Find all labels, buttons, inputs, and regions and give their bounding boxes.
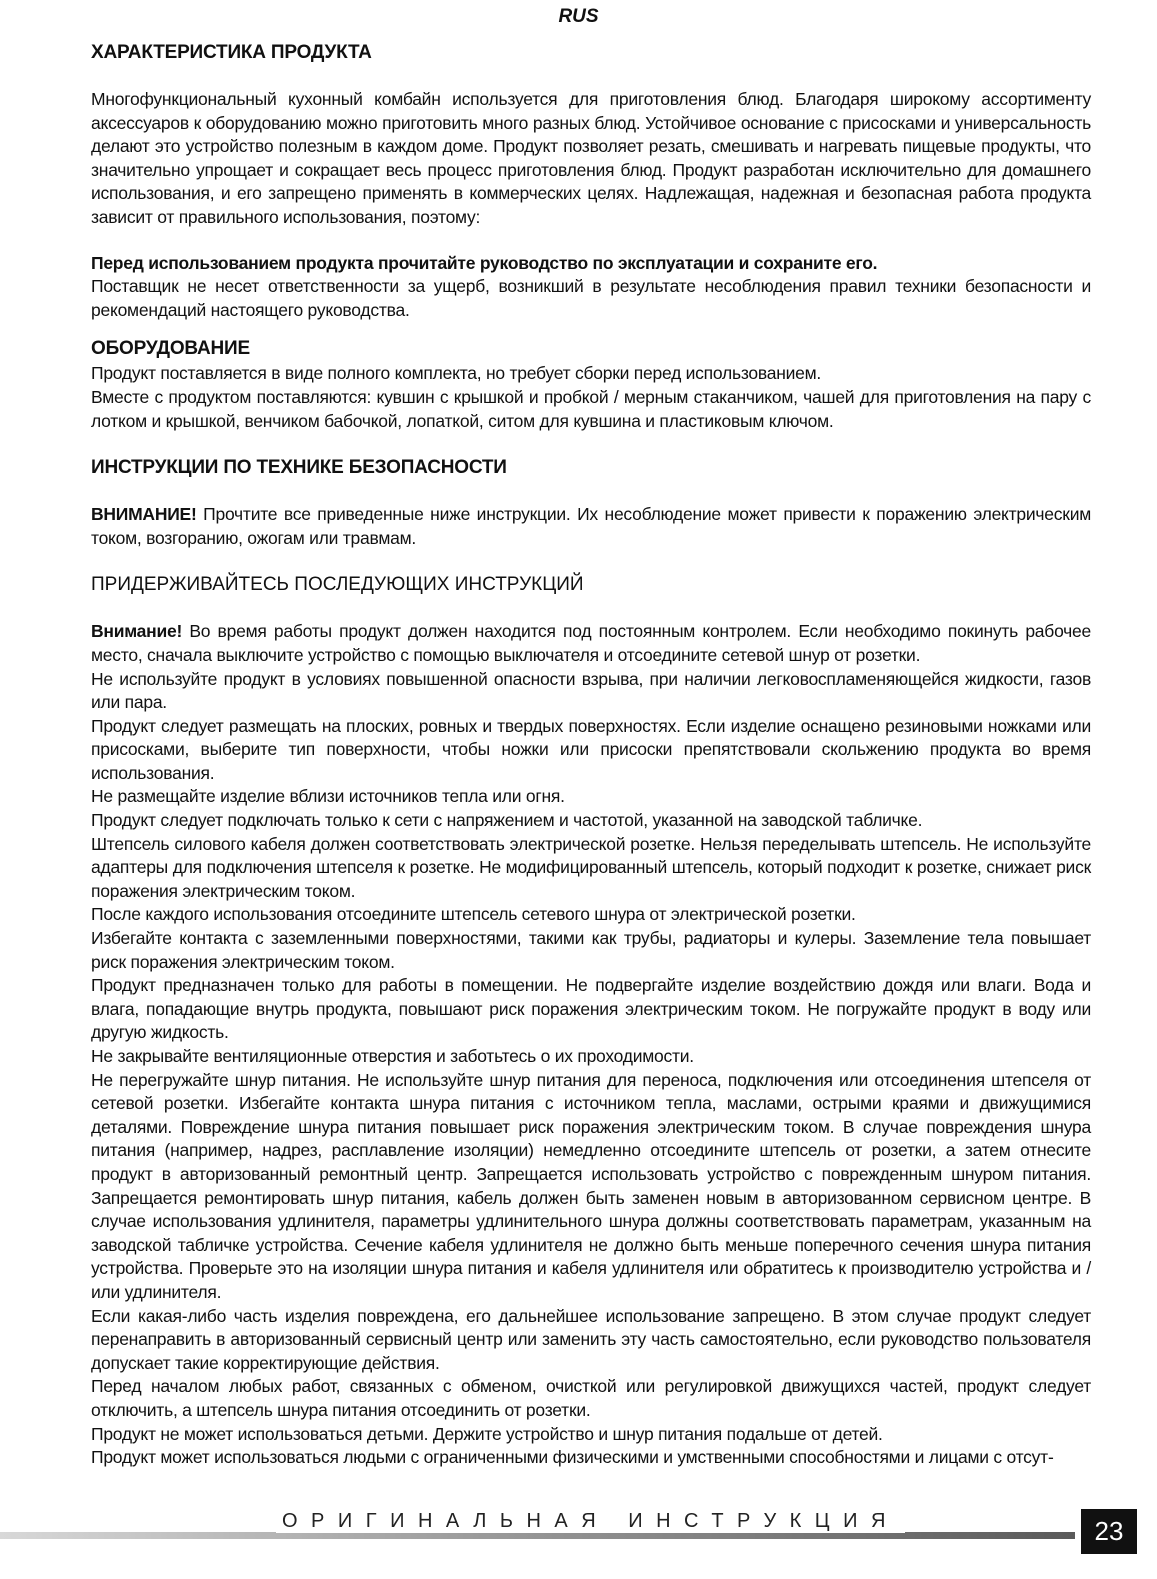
characteristics-paragraph: Многофункциональный кухонный комбайн используется для приготовления блюд. Благодаря широкому ассортименту аксессуаров к оборудованию можно приготовить много разных блюд. Устойчивое основание с присосками и универсальность делают это устройство полезным в каждом доме. Продукт позволяет резать, смешивать и нагревать пищевые продукты, что значительно упрощает и сокращает весь процесс приготовления блюд. Продукт разработан исключительно для домашнего использования, и его запрещено применять в коммерческих целях. Надлежащая, надежная и безопасная работа продукта зависит от правильного использования, поэтому: (91, 89, 1091, 227)
footer-gradient-bar (0, 1532, 1075, 1539)
section-title-characteristics: ХАРАКТЕРИСТИКА ПРОДУКТА (91, 42, 372, 63)
safety-item: Штепсель силового кабеля должен соответствовать электрической розетке. Нельзя переделывать штепсель. Не используйте адаптеры для подключения штепселя к розетке. Не модифицированный штепсель, который подходит к розетке, снижает риск поражения электрическим током. (91, 833, 1091, 901)
section-title-safety: ИНСТРУКЦИИ ПО ТЕХНИКЕ БЕЗОПАСНОСТИ (91, 457, 507, 479)
attention-text: Во время работы продукт должен находится под постоянным контролем. Если необходимо покинуть рабочее место, сначала выключите устройство с помощью выключателя и отсоедините сетевой шнур от розетки. (91, 621, 1091, 665)
safety-item: После каждого использования отсоедините штепсель сетевого шнура от электрической розетки. (91, 904, 856, 925)
safety-item: Не используйте продукт в условиях повышенной опасности взрыва, при наличии легковоспламеняющейся жидкости, газов или пара. (91, 668, 1091, 713)
warning-paragraph (91, 503, 1091, 550)
safety-item: Продукт не может использоваться детьми. Держите устройство и шнур питания подальше от детей. (91, 1423, 883, 1444)
equipment-paragraph-2: Вместе с продуктом поставляются: кувшин с крышкой и пробкой / мерным стаканчиком, чашей для приготовления на пару с лотком и крышкой, венчиком бабочкой, лопаткой, ситом для кувшина и пластиковым ключом. (91, 386, 1091, 431)
safety-item: Перед началом любых работ, связанных с обменом, очисткой или регулировкой движущихся частей, продукт следует отключить, а штепсель шнура питания отсоединить от розетки. (91, 1376, 1091, 1420)
safety-item: Продукт следует размещать на плоских, ровных и твердых поверхностях. Если изделие оснащено резиновыми ножками или присосками, выберите тип поверхности, чтобы ножки или присоски препятствовали скольжению продукта во время использования. (91, 715, 1091, 783)
page-number: 23 (1081, 1509, 1137, 1554)
safety-item: Не размещайте изделие вблизи источников тепла или огня. (91, 786, 565, 807)
safety-item: Продукт следует подключать только к сети с напряжением и частотой, указанной на заводской табличке. (91, 810, 923, 831)
equipment-paragraph-1: Продукт поставляется в виде полного комплекта, но требует сборки перед использованием. (91, 363, 822, 384)
liability-paragraph: Поставщик не несет ответственности за ущерб, возникший в результате несоблюдения правил техники безопасности и рекомендаций настоящего руководства. (91, 276, 1091, 320)
safety-item: Если какая-либо часть изделия повреждена, его дальнейшее использование запрещено. В этом случае продукт следует перенаправить в авторизованный сервисный центр или заменить эту часть самостоятельно, если руководство пользователя допускает такие корректирующие действия. (91, 1305, 1091, 1373)
safety-item: Продукт может использоваться людьми с ограниченными физическими и умственными способностями и лицами с отсут- (91, 1447, 1054, 1468)
safety-item: Не перегружайте шнур питания. Не используйте шнур питания для переноса, подключения или отсоединения штепселя от сетевой розетки. Избегайте контакта шнура питания с источником тепла, маслами, острыми краями и движущимися деталями. Повреждение шнура питания повышает риск поражения электрическим током. В случае повреждения шнура питания (например, надрез, расплавление изоляции) немедленно отсоедините штепсель от розетки, а затем отнесите продукт в авторизованный ремонтный центр. Запрещается использовать устройство с поврежденным шнуром питания. Запрещается ремонтировать шнур питания, кабель должен быть заменен новым в авторизованном сервисном центре. В случае использования удлинителя, параметры удлинительного шнура должны соответствовать параметрам, указанным на заводской табличке устройства. Сечение кабеля удлинителя не должно быть меньше поперечного сечения шнура питания устройства. Проверьте это на изоляции шнура питания и кабеля удлинителя или обратитесь к производителю устройства и / или удлинителя. (91, 1069, 1091, 1302)
language-label: RUS (558, 6, 599, 27)
safety-item: Избегайте контакта с заземленными поверхностями, такими как трубы, радиаторы и кулеры. Заземление тела повышает риск поражения электрическим током. (91, 928, 1091, 972)
warning-label: ВНИМАНИЕ! (91, 504, 197, 525)
page-content (91, 40, 1091, 1470)
section-title-equipment: ОБОРУДОВАНИЕ (91, 338, 250, 360)
safety-item: Не закрывайте вентиляционные отверстия и заботьтесь о их проходимости. (91, 1046, 694, 1066)
safety-item: Продукт предназначен только для работы в помещении. Не подвергайте изделие воздействию дождя или влаги. Вода и влага, попадающие внутрь продукта, повышают риск поражения электрическим током. Не погружайте продукт в воду или другую жидкость. (91, 975, 1091, 1043)
warning-text: Прочтите все приведенные ниже инструкции. Их несоблюдение может привести к поражению электрическим током, возгоранию, ожогам или травмам. (91, 504, 1091, 548)
attention-label: Внимание! (91, 621, 183, 642)
safety-subheading: ПРИДЕРЖИВАЙТЕСЬ ПОСЛЕДУЮЩИХ ИНСТРУКЦИЙ (91, 574, 584, 596)
attention-paragraph (91, 620, 1091, 667)
footer-title: ОРИГИНАЛЬНАЯ ИНСТРУКЦИЯ (276, 1510, 905, 1533)
read-manual-note: Перед использованием продукта прочитайте руководство по эксплуатации и сохраните его. (91, 252, 878, 273)
